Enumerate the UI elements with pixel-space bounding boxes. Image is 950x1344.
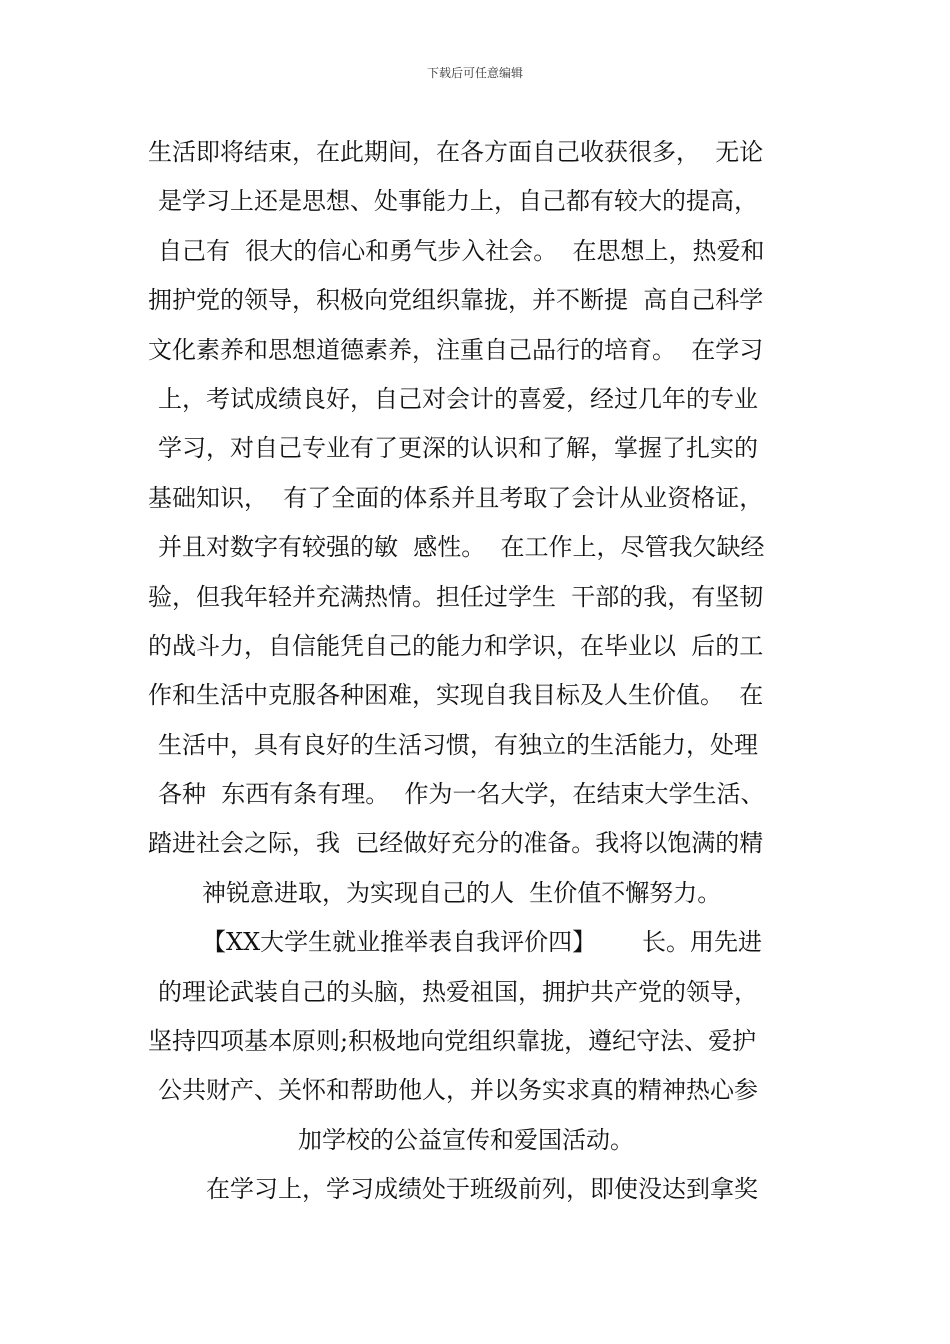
text-line: 是学习上还是思想、处事能力上，自己都有较大的提高，: [158, 187, 758, 216]
text-line: 神锐意进取，为实现自己的人 生价值不懈努力。: [202, 878, 722, 907]
text-line: 的理论武装自己的头脑，热爱祖国，拥护共产党的领导，: [158, 977, 758, 1006]
text-line: 学习，对自己专业有了更深的认识和了解，掌握了扎实的: [158, 434, 758, 463]
text-line: 的战斗力，自信能凭自己的能力和学识，在毕业以 后的工: [148, 631, 764, 660]
text-line: 坚持四项基本原则;积极地向党组织靠拢，遵纪守法、爱护: [148, 1027, 757, 1056]
text-line: 在学习上，学习成绩处于班级前列，即使没达到拿奖: [206, 1175, 758, 1204]
document-body: [148, 128, 808, 1215]
text-line: 踏进社会之际，我 已经做好充分的准备。我将以饱满的精: [148, 829, 764, 858]
text-line: 验，但我年轻并充满热情。担任过学生 干部的我，有坚韧: [148, 582, 764, 611]
text-line: 基础知识， 有了全面的体系并且考取了会计从业资格证，: [148, 483, 764, 512]
section-heading-line: 【XX大学生就业推举表自我评价四】 长。用先进: [202, 928, 762, 957]
text-line: 文化素养和思想道德素养，注重自己品行的培育。 在学习: [148, 335, 764, 364]
text-line: 各种 东西有条有理。 作为一名大学，在结束大学生活、: [158, 780, 765, 809]
text-line: 并且对数字有较强的敏 感性。 在工作上，尽管我欠缺经: [158, 533, 765, 562]
text-line: 上，考试成绩良好，自己对会计的喜爱，经过几年的专业: [158, 384, 758, 413]
text-line: 生活即将结束，在此期间，在各方面自己收获很多， 无论: [148, 138, 764, 166]
text-line: 加学校的公益宣传和爱国活动。: [298, 1125, 634, 1154]
text-line: 生活中，具有良好的生活习惯，有独立的生活能力，处理: [158, 730, 758, 759]
text-line: 自己有 很大的信心和勇气步入社会。 在思想上，热爱和: [158, 236, 765, 265]
text-line: 拥护党的领导，积极向党组织靠拢，并不断提 高自己科学: [148, 286, 764, 315]
text-line: 作和生活中克服各种困难，实现自我目标及人生价值。 在: [148, 681, 764, 710]
page-header: 下载后可任意编辑: [426, 66, 523, 80]
text-line: 公共财产、关怀和帮助他人，并以务实求真的精神热心参: [158, 1076, 758, 1105]
